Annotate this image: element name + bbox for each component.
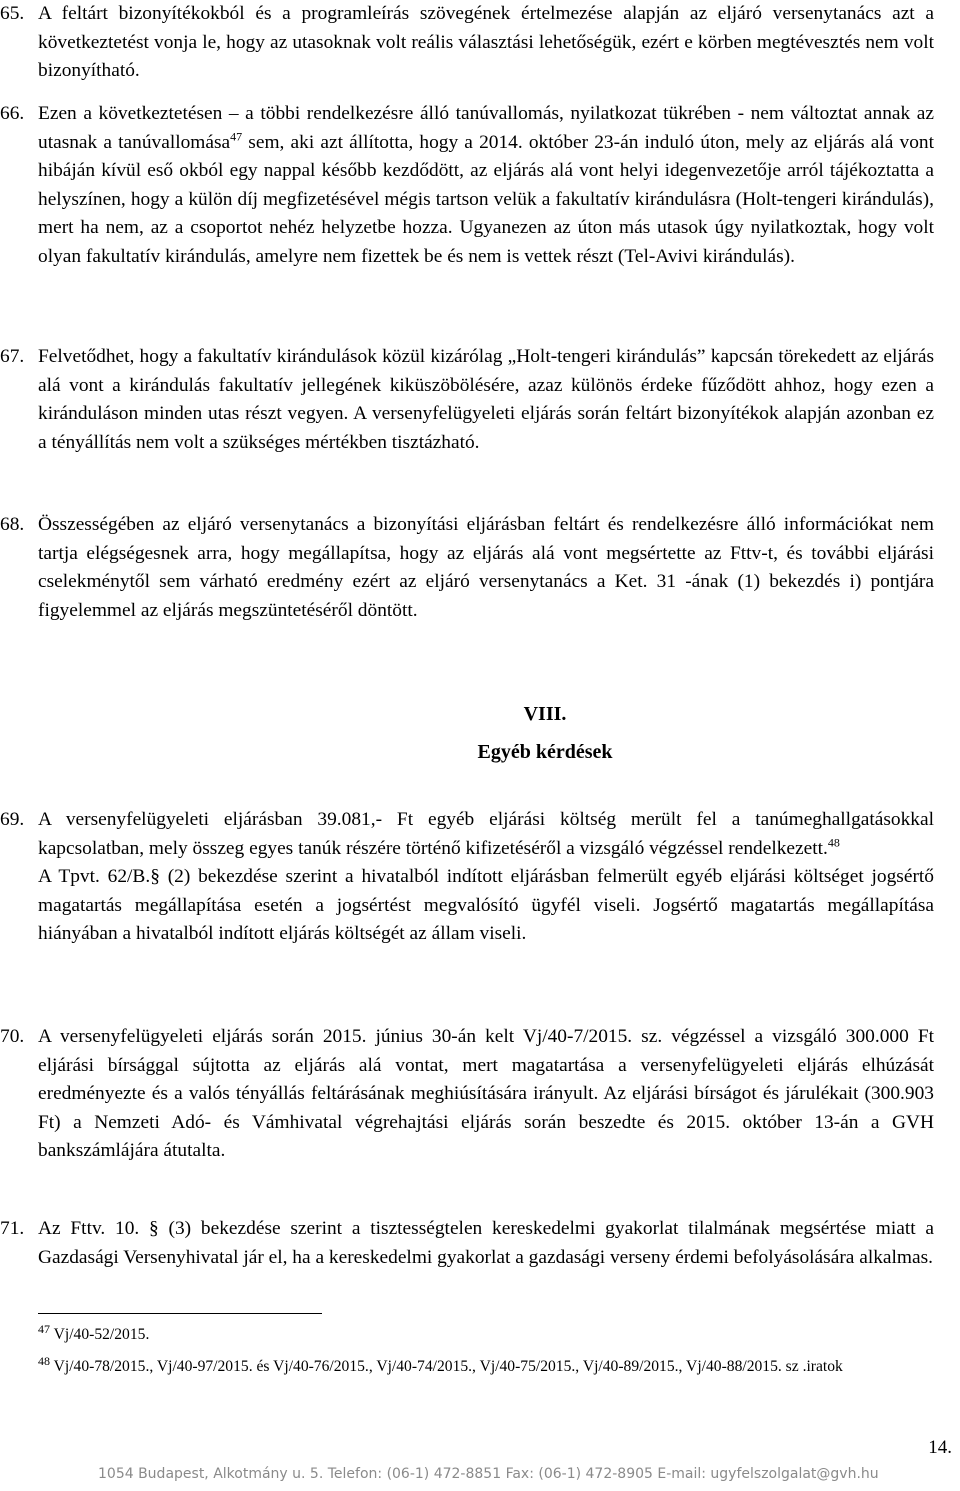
footnote-ref-48[interactable]: 48 <box>827 835 840 850</box>
paragraph-text-part: sem, aki azt állította, hogy a 2014. október 23-án induló úton, mely az eljárás alá vont hibáján kívül eső okból egy nappal később kezdődött, az eljárás alá vont helyi idegenvezetője arról tájékoztatta a helyszínen, hogy a külön díj megfizetésével mégis tartson velük a fakultatív kirándulásra (Holt-tengeri kirándulás), mert ha nem, az a csoportot nehéz helyzetbe hozza. Ugyanezen az úton más utasok úgy nyilatkoztak, hogy volt olyan fakultatív kirándulás, amelyre nem fizettek be és nem is vettek részt (Tel-Avivi kirándulás). <box>38 131 934 267</box>
paragraph-text: Felvetődhet, hogy a fakultatív kirándulások közül kizárólag „Holt-tengeri kirándulás” kapcsán törekedett az eljárás alá vont a kirándulás fakultatív jellegének kiküszöbölésére, azaz különös érdeke fűződött ahhoz, hogy ezen a kiránduláson minden utas részt vegyen. A versenyfelügyeleti eljárás során feltárt bizonyítékok alapján azonban ez a tényállítás nem volt a szükséges mértékben tisztázható. <box>38 346 934 453</box>
footnote-text: Vj/40-52/2015. <box>53 1326 150 1343</box>
footnote-mark: 47 <box>38 1321 50 1336</box>
footnote-separator <box>38 1313 322 1314</box>
paragraph-number: 66. <box>0 103 25 124</box>
paragraph-number: 67. <box>0 346 25 367</box>
paragraph-70 <box>0 1023 934 1166</box>
footnote-48 <box>38 1353 928 1378</box>
paragraph-number: 69. <box>0 809 25 830</box>
paragraph-71 <box>0 1215 934 1272</box>
footnote-ref-47[interactable]: 47 <box>230 129 243 144</box>
paragraph-text <box>38 806 934 949</box>
paragraph-65 <box>0 0 934 86</box>
paragraph-number: 71. <box>0 1218 25 1239</box>
footnote-text: Vj/40-78/2015., Vj/40-97/2015. és Vj/40-76/2015., Vj/40-74/2015., Vj/40-75/2015., Vj/40-89/2015., Vj/40-88/2015. sz .iratok <box>53 1358 843 1375</box>
section-number: VIII. <box>523 703 567 725</box>
paragraph-text: Az Fttv. 10. § (3) bekezdése szerint a tisztességtelen kereskedelmi gyakorlat tilalmának megsértése miatt a Gazdasági Versenyhivatal jár el, ha a kereskedelmi gyakorlat a gazdasági verseny érdemi befolyásolására alkalmas. <box>38 1218 934 1268</box>
section-title: Egyéb kérdések <box>477 741 613 763</box>
paragraph-67 <box>0 343 934 457</box>
paragraph-68 <box>0 511 934 625</box>
footnote-mark: 48 <box>38 1353 50 1368</box>
paragraph-number: 70. <box>0 1026 25 1047</box>
paragraph-text-part: A Tpvt. 62/B.§ (2) bekezdése szerint a hivatalból indított eljárásban felmerült egyéb eljárási költséget jogsértő magatartás megállapítása esetén a jogsértést megvalósító ügyfél viseli. Jogsértő magatartás megállapítása hiányában a hivatalból indított eljárás költségét az állam viseli. <box>38 866 934 945</box>
paragraph-text: Összességében az eljáró versenytanács a bizonyítási eljárásban feltárt és rendelkezésre álló információkat nem tartja elégségesnek arra, hogy megállapítsa, hogy az eljárás alá vont megsértette az Fttv-t, és további eljárási cselekménytől sem várható eredmény ezért az eljáró versenytanács a Ket. 31 -ának (1) bekezdés i) pontjára figyelemmel az eljárás megszüntetéséről döntött. <box>38 514 934 621</box>
paragraph-text-part: Ezen a következtetésen – a többi rendelkezésre álló tanúvallomás, nyilatkozat tükrében - nem változtat annak az utasnak a tanúvallomása <box>38 103 934 153</box>
footer-contact: 1054 Budapest, Alkotmány u. 5. Telefon: (06-1) 472-8851 Fax: (06-1) 472-8905 E-mail: ugyfelszolgalat@gvh.hu <box>98 1466 879 1482</box>
paragraph-text: A versenyfelügyeleti eljárás során 2015. június 30-án kelt Vj/40-7/2015. sz. végzéssel a vizsgáló 300.000 Ft eljárási bírsággal sújtotta az eljárás alá vontat, mert magatartása a versenyfelügyeleti eljárás elhúzását eredményezte és a valós tényállás feltárásának meghiúsítására irányult. Az eljárási bírságot és járulékait (300.903 Ft) a Nemzeti Adó- és Vámhivatal végrehajtási eljárás során beszedte és 2015. október 13-án a GVH bankszámlájára átutalta. <box>38 1026 934 1162</box>
paragraph-text-part: A versenyfelügyeleti eljárásban 39.081,- Ft egyéb eljárási költség merült fel a tanúmeghallgatásokkal kapcsolatban, mely összeg egyes tanúk részére történő kifizetéséről a vizsgáló végzéssel rendelkezett. <box>38 809 934 859</box>
paragraph-text <box>38 100 934 272</box>
footnote-47 <box>38 1321 928 1346</box>
page-number: 14. <box>928 1437 952 1458</box>
paragraph-text: A feltárt bizonyítékokból és a programleírás szövegének értelmezése alapján az eljáró versenytanács azt a következtetést vonja le, hogy az utasoknak volt reális választási lehetőségük, ezért e körben megtévesztés nem volt bizonyítható. <box>38 3 934 82</box>
paragraph-69 <box>0 806 934 949</box>
paragraph-number: 68. <box>0 514 25 535</box>
paragraph-66 <box>0 100 934 272</box>
paragraph-number: 65. <box>0 3 25 24</box>
